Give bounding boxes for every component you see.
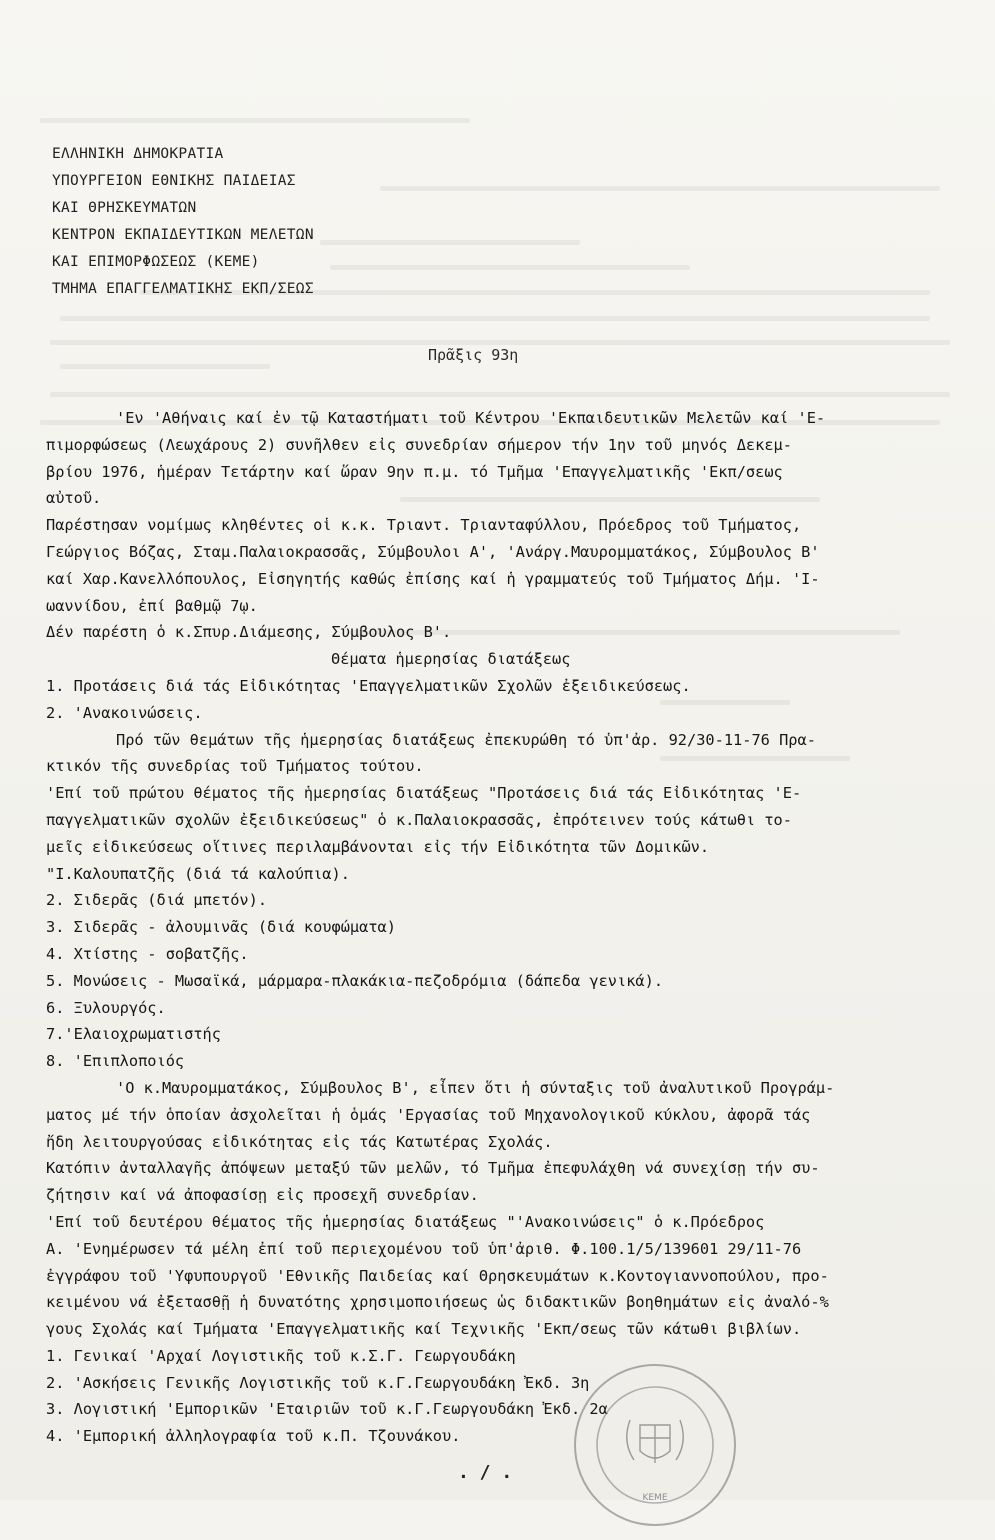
- text-line: κτικόν τῆς συνεδρίας τοῦ Τμήματος τούτου.: [46, 757, 424, 776]
- text-line: Πρό τῶν θεμάτων τῆς ἡμερησίας διατάξεως ἐπεκυρώθη τό ὑπ'ἀρ. 92/30-11-76 Πρα-: [116, 730, 816, 749]
- text-line: ματος μέ τήν ὁποίαν ἀσχολεῖται ἡ ὁμάς 'Εργασίας τοῦ Μηχανολογικοῦ κύκλου, ἀφορᾶ τάς: [46, 1105, 811, 1124]
- text-line: 1. Γενικαί 'Αρχαί Λογιστικῆς τοῦ κ.Σ.Γ. Γεωργουδάκη: [46, 1346, 516, 1365]
- text-line: 'Εν 'Αθήναις καί ἐν τῷ Καταστήματι τοῦ Κέντρου 'Εκπαιδευτικῶν Μελετῶν καί 'Ε-: [116, 409, 826, 427]
- text-line: 2. Σιδερᾶς (διά μπετόν).: [46, 891, 268, 910]
- seal-text: ΚΕΜΕ: [642, 1493, 668, 1503]
- document-title: Πρᾶξις 93η: [428, 346, 519, 364]
- text-line: 1. Προτάσεις διά τάς Εἰδικότητας 'Επαγγελματικῶν Σχολῶν ἐξειδικεύσεως.: [46, 676, 691, 695]
- text-line: 2. 'Ανακοινώσεις.: [46, 703, 203, 722]
- text-line: ἐγγράφου τοῦ 'Υφυπουργοῦ 'Εθνικῆς Παιδείας καί Θρησκευμάτων κ.Κοντογιαννοπούλου, προ-: [46, 1266, 829, 1285]
- text-line: 3. Σιδερᾶς - ἀλουμινᾶς (διά κουφώματα): [46, 918, 396, 937]
- letterhead-line: ΚΕΝΤΡΟΝ ΕΚΠΑΙΔΕΥΤΙΚΩΝ ΜΕΛΕΤΩΝ: [52, 227, 314, 243]
- text-line: Γεώργιος Βόζας, Σταμ.Παλαιοκρασσᾶς, Σύμβουλοι Α', 'Ανάργ.Μαυρομματάκος, Σύμβουλος Β': [46, 542, 820, 561]
- text-line: πιμορφώσεως (Λεωχάρους 2) συνῆλθεν εἰς συνεδρίαν σήμερον τήν 1ην τοῦ μηνός Δεκεμ-: [46, 435, 792, 454]
- text-line: 'Ο κ.Μαυρομματάκος, Σύμβουλος Β', εἶπεν ὅτι ἡ σύνταξις τοῦ ἀναλυτικοῦ Προγράμ-: [116, 1078, 835, 1097]
- text-line: Παρέστησαν νομίμως κληθέντες οἱ κ.κ. Τριαντ. Τριανταφύλλου, Πρόεδρος τοῦ Τμήματος,: [46, 516, 802, 535]
- text-line: γους Σχολάς καί Τμήματα 'Επαγγελματικῆς καί Τεχνικῆς 'Εκπ/σεως τῶν κάτωθι βιβλίων.: [46, 1320, 802, 1339]
- text-line: αὐτοῦ.: [46, 489, 102, 508]
- text-line: 2. 'Ασκήσεις Γενικῆς Λογιστικῆς τοῦ κ.Γ.Γεωργουδάκη Ἐκδ. 3η: [46, 1373, 590, 1392]
- text-line: 'Επί τοῦ δευτέρου θέματος τῆς ἡμερησίας διατάξεως "'Ανακοινώσεις" ὁ κ.Πρόεδρος: [46, 1212, 765, 1231]
- text-line: μεῖς εἰδικεύσεως οἵτινες περιλαμβάνονται εἰς τήν Εἰδικότητα τῶν Δομικῶν.: [46, 837, 710, 856]
- letterhead-line: ΥΠΟΥΡΓΕΙΟΝ ΕΘΝΙΚΗΣ ΠΑΙΔΕΙΑΣ: [52, 173, 296, 189]
- text-line: 'Επί τοῦ πρώτου θέματος τῆς ἡμερησίας διατάξεως "Προτάσεις διά τάς Εἰδικότητας 'Ε-: [46, 784, 802, 803]
- text-line: 8. 'Επιπλοποιός: [46, 1052, 185, 1071]
- text-line: 5. Μονώσεις - Μωσαϊκά, μάρμαρα-πλακάκια-πεζοδρόμια (δάπεδα γενικά).: [46, 971, 664, 990]
- text-line: ἤδη λειτουργούσας εἰδικότητας εἰς τάς Κατωτέρας Σχολάς.: [46, 1132, 553, 1151]
- text-line: 4. Χτίστης - σοβατζῆς.: [46, 944, 249, 963]
- page-continuation-mark: . / .: [458, 1462, 513, 1483]
- text-line: κειμένου νά ἐξετασθῇ ἡ δυνατότης χρησιμοποιήσεως ὡς διδακτικῶν βοηθημάτων εἰς ἀναλό-%: [46, 1293, 829, 1312]
- minutes-body: [46, 405, 966, 1450]
- letterhead-line: ΚΑΙ ΕΠΙΜΟΡΦΩΣΕΩΣ (ΚΕΜΕ): [52, 254, 260, 270]
- text-line: 7.'Ελαιοχρωματιστής: [46, 1025, 221, 1044]
- letterhead-line: ΤΜΗΜΑ ΕΠΑΓΓΕΛΜΑΤΙΚΗΣ ΕΚΠ/ΣΕΩΣ: [52, 281, 314, 297]
- letterhead: [52, 141, 314, 303]
- text-line: καί Χαρ.Κανελλόπουλος, Εἰσηγητής καθώς ἐπίσης καί ἡ γραμματεύς τοῦ Τμήματος Δήμ. 'Ι-: [46, 569, 820, 588]
- text-line: Δέν παρέστη ὁ κ.Σπυρ.Διάμεσης, Σύμβουλος Β'.: [46, 623, 452, 642]
- text-line: "Ι.Καλουπατζῆς (διά τά καλούπια).: [46, 864, 350, 883]
- official-seal-stamp: [560, 1350, 750, 1540]
- text-line: παγγελματικῶν σχολῶν ἐξειδικεύσεως" ὁ κ.Παλαιοκρασσᾶς, ἐπρότεινεν τούς κάτωθι το-: [46, 810, 792, 829]
- text-line: 6. Ξυλουργός.: [46, 998, 166, 1017]
- text-line: Θέματα ἡμερησίας διατάξεως: [331, 650, 571, 669]
- text-line: Κατόπιν ἀνταλλαγῆς ἀπόψεων μεταξύ τῶν μελῶν, τό Τμῆμα ἐπεφυλάχθη νά συνεχίσῃ τήν συ-: [46, 1159, 820, 1178]
- text-line: ωαννίδου, ἐπί βαθμῷ 7ῳ.: [46, 596, 258, 615]
- text-line: βρίου 1976, ἡμέραν Τετάρτην καί ὥραν 9ην π.μ. τό Τμῆμα 'Επαγγελματικῆς 'Εκπ/σεως: [46, 462, 783, 481]
- text-line: Α. 'Ενημέρωσεν τά μέλη ἐπί τοῦ περιεχομένου τοῦ ὑπ'ἀριθ. Φ.100.1/5/139601 29/11-76: [46, 1239, 802, 1258]
- text-line: 4. 'Εμπορική ἀλληλογραφία τοῦ κ.Π. Τζουνάκου.: [46, 1427, 461, 1446]
- text-line: ζήτησιν καί νά ἀποφασίσῃ εἰς προσεχῆ συνεδρίαν.: [46, 1186, 479, 1205]
- text-line: 3. Λογιστική 'Εμπορικῶν 'Εταιριῶν τοῦ κ.Γ.Γεωργουδάκη Ἐκδ. 2α: [46, 1400, 608, 1419]
- letterhead-line: ΚΑΙ ΘΡΗΣΚΕΥΜΑΤΩΝ: [52, 200, 197, 216]
- letterhead-line: ΕΛΛΗΝΙΚΗ ΔΗΜΟΚΡΑΤΙΑ: [52, 146, 224, 162]
